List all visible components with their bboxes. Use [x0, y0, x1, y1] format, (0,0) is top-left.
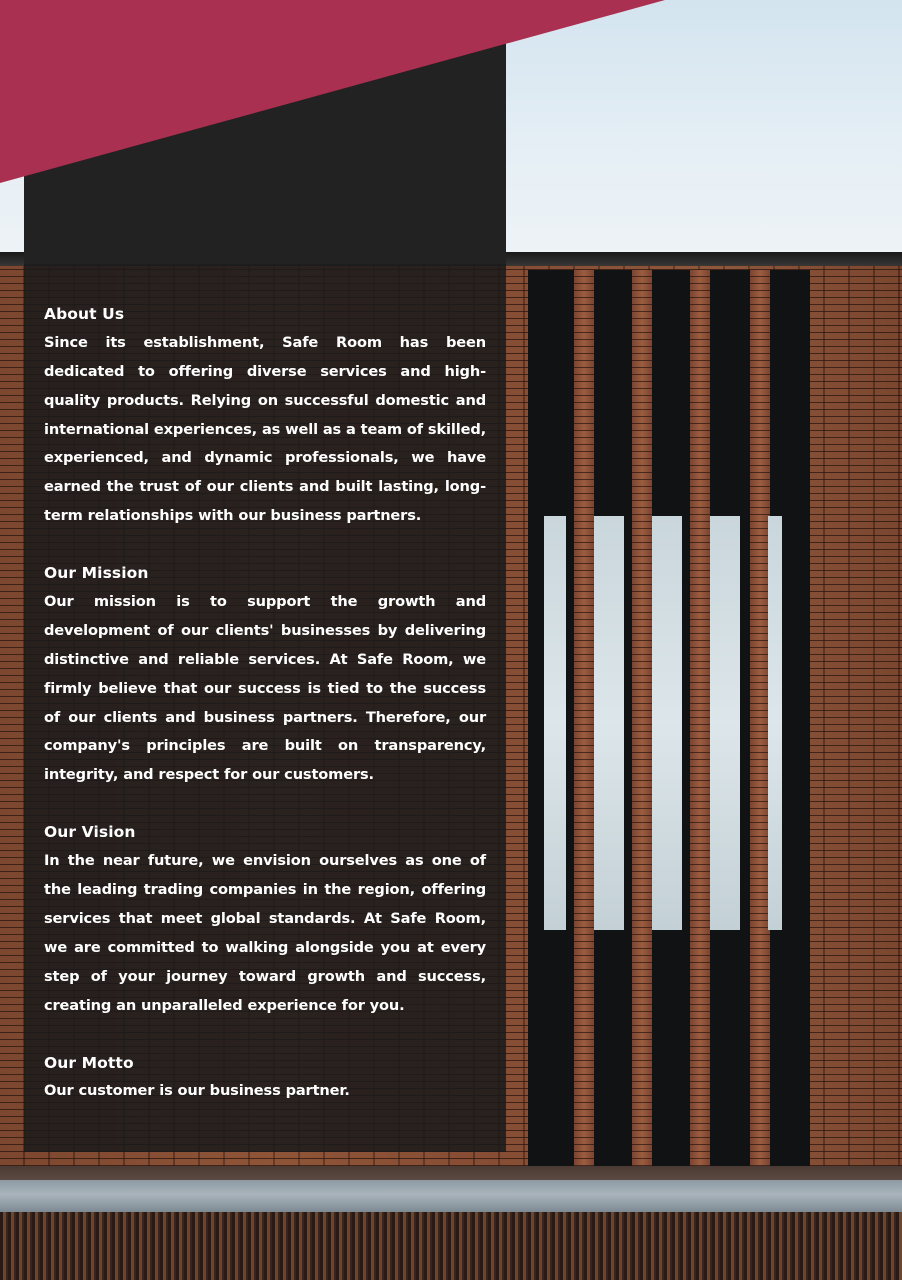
section-heading: Our Mission	[44, 564, 149, 583]
wall-ledge	[0, 1166, 902, 1180]
brick-pillar	[632, 270, 652, 1166]
text-panel	[24, 264, 506, 1152]
section-heading: Our Motto	[44, 1053, 134, 1072]
section-heading: About Us	[44, 305, 125, 323]
section-our-mission	[44, 559, 486, 790]
window-glass	[652, 516, 682, 930]
section-body: Our customer is our business partner.	[44, 1082, 350, 1100]
window-glass	[710, 516, 740, 930]
window-glass	[768, 516, 782, 930]
section-our-vision	[44, 818, 486, 1020]
brick-pillar	[574, 270, 594, 1166]
window-glass	[544, 516, 566, 930]
section-body: Since its establishment, Safe Room has been dedicated to offering diverse services and high-quality products. Relying on successful domestic and international experiences, as well as a team of skilled, experienced, and dynamic professionals, we have earned the trust of our clients and built lasting, long-term relationships with our business partners.	[44, 333, 487, 525]
brick-pillar	[750, 270, 770, 1166]
brick-pillar	[690, 270, 710, 1166]
section-body: In the near future, we envision ourselves as one of the leading trading companies in the region, offering services that meet global standards. At Safe Room, we are committed to walking alongside you at every step of your journey toward growth and success, creating an unparalleled experience for you.	[44, 852, 486, 1014]
concrete-parapet	[0, 1180, 902, 1212]
window-glass	[594, 516, 624, 930]
section-body: Our mission is to support the growth and development of our clients' businesses by delivering distinctive and reliable services. At Safe Room, we firmly believe that our success is tied to the success of our clients and business partners. Therefore, our company's principles are built on transparency, integrity, and respect for our customers.	[44, 592, 486, 784]
wooden-fence	[0, 1212, 902, 1280]
section-about-us	[44, 300, 486, 531]
section-our-motto	[44, 1049, 486, 1107]
section-heading: Our Vision	[44, 823, 136, 842]
